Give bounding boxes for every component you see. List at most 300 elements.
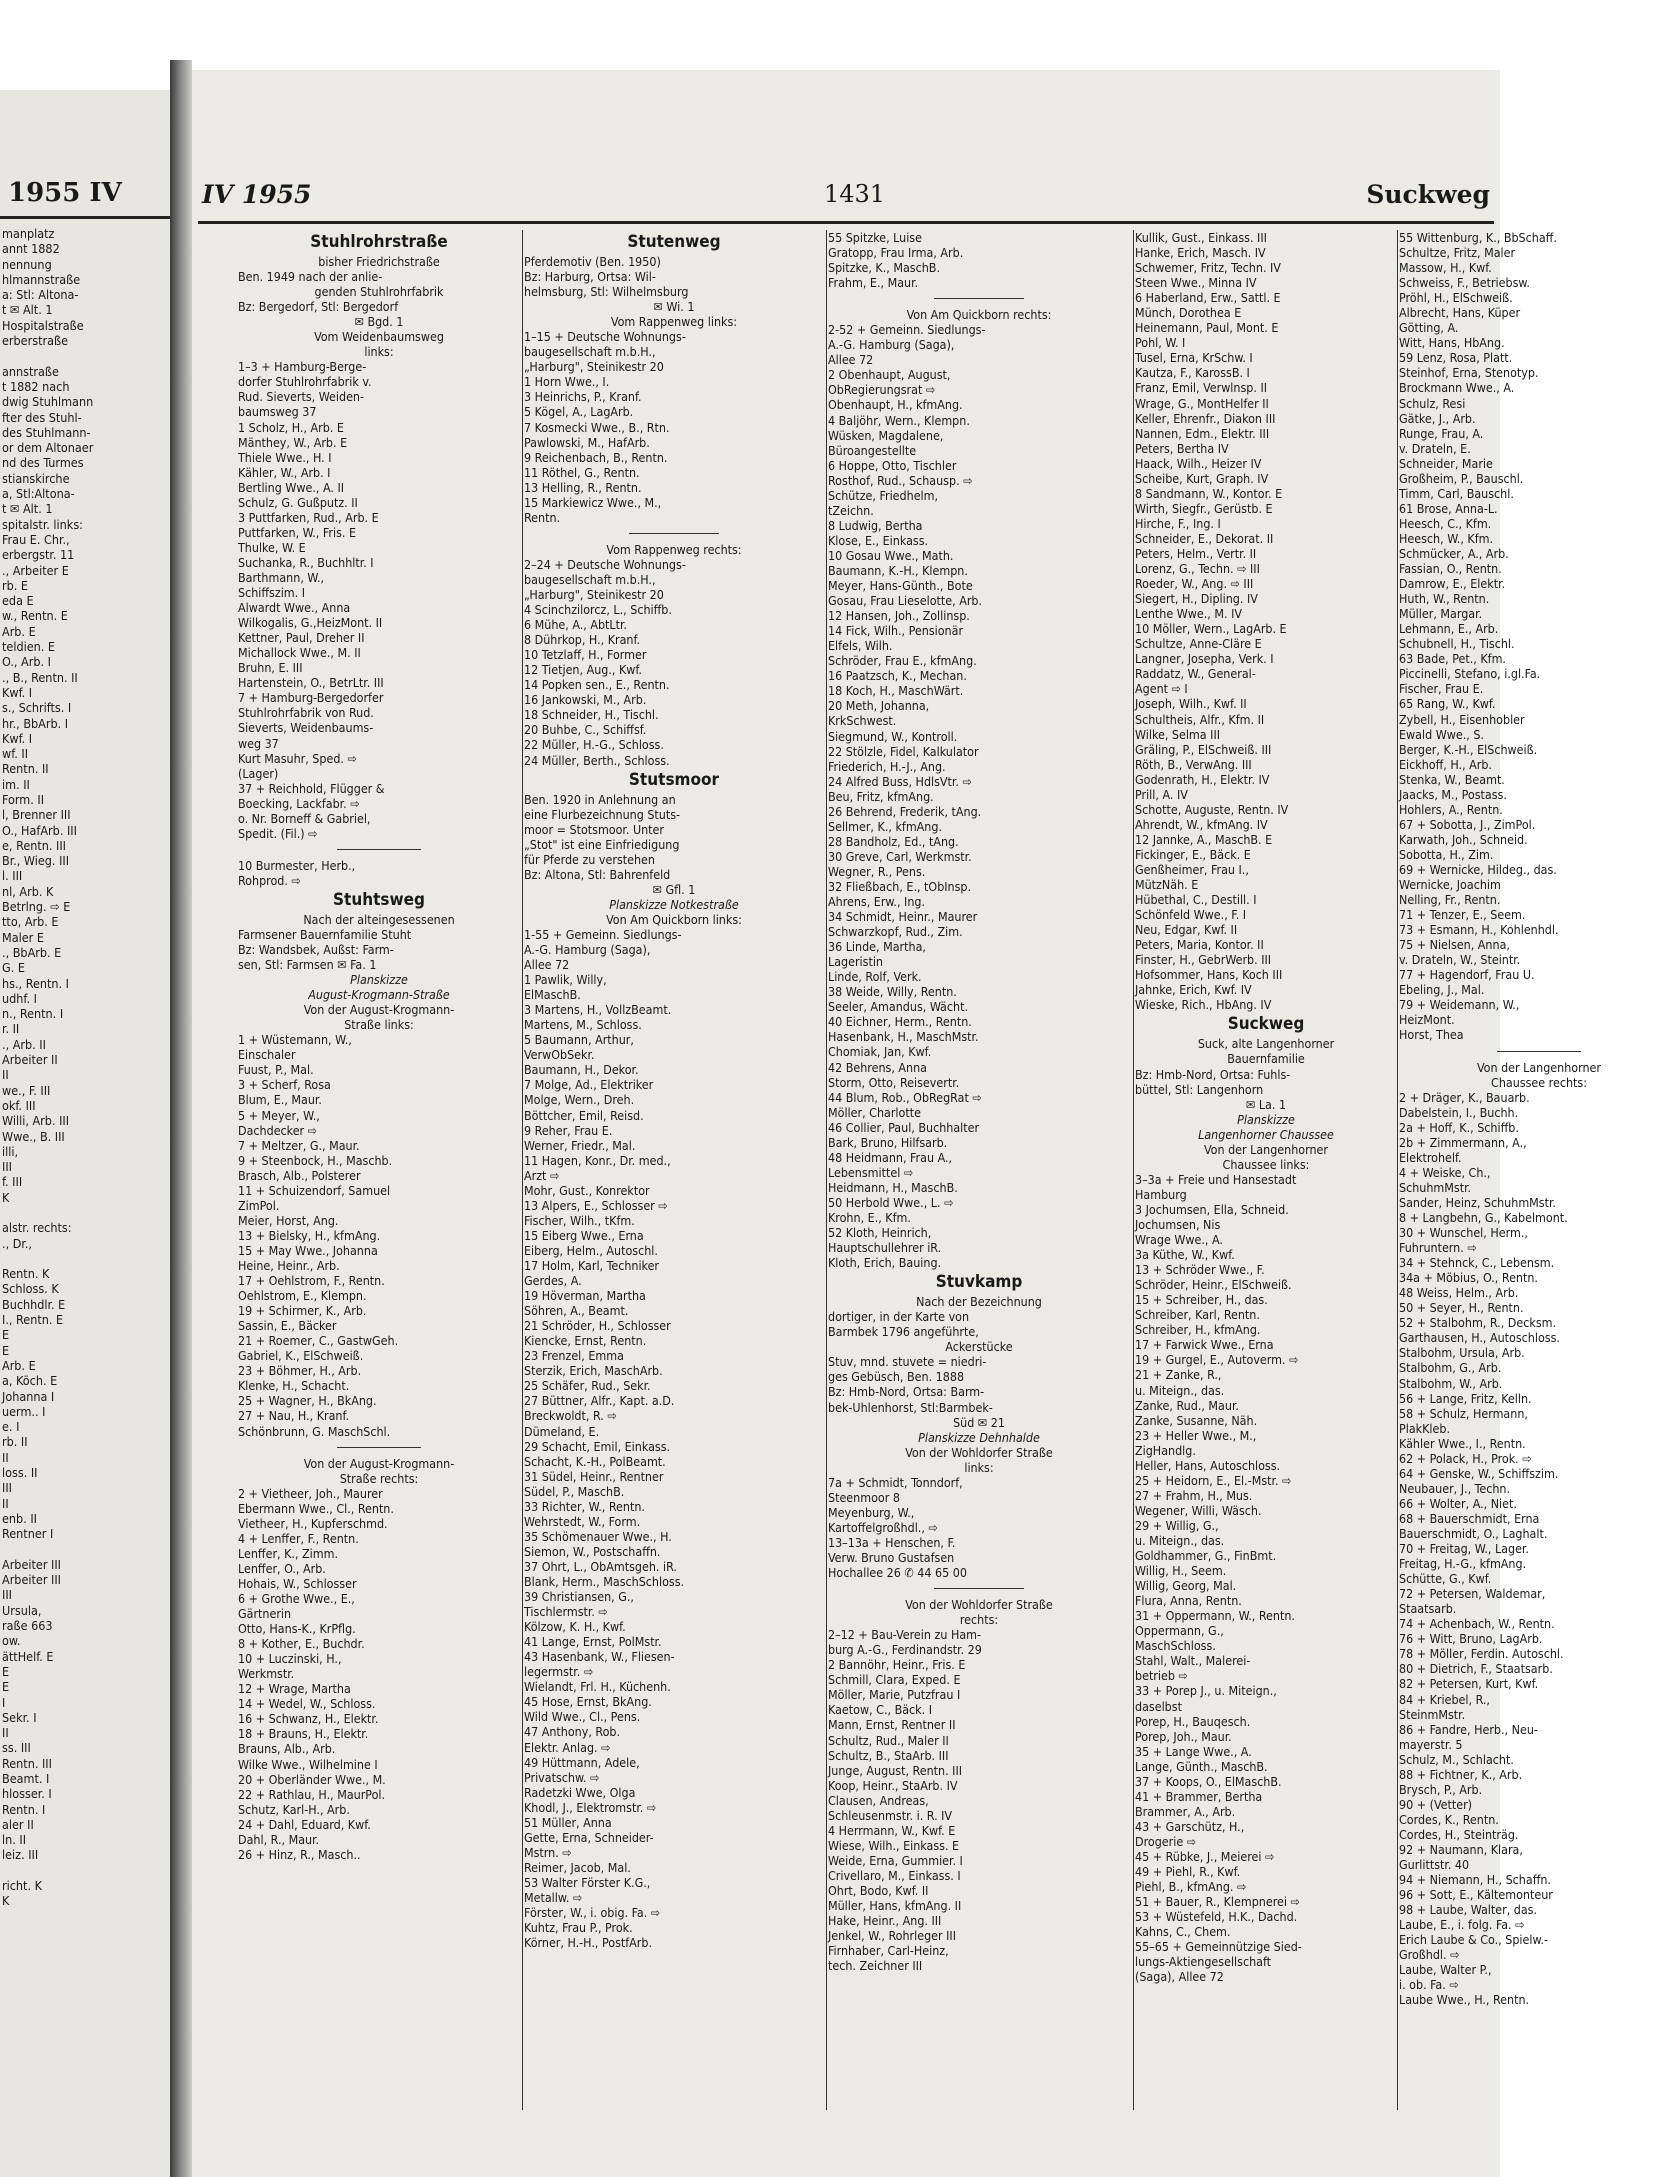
left-page-line: E (2, 1663, 10, 1679)
left-page-line: III (2, 1480, 12, 1496)
left-page-line: raße 663 (2, 1618, 53, 1634)
left-page-line: wf. II (2, 746, 29, 762)
street-note: Vom Rappenweg rechts: (606, 541, 742, 557)
directory-entry: 23 Frenzel, Emma (524, 1348, 624, 1364)
left-page-line: nennung (2, 256, 52, 272)
directory-entry: Sellmer, K., kfmAng. (828, 818, 942, 834)
left-page-line: Rentner I (2, 1526, 54, 1542)
separator (1497, 1051, 1581, 1052)
left-page-line (2, 1205, 168, 1220)
directory-entry: Großhdl. ⇨ (1399, 1947, 1460, 1963)
left-page-line: hs., Rentn. I (2, 975, 69, 991)
directory-entry: Hanke, Erich, Masch. IV (1135, 245, 1266, 261)
directory-entry: Mohr, Gust., Konrektor (524, 1182, 650, 1198)
directory-entry: Bertling Wwe., A. II (238, 479, 345, 495)
directory-entry: Wegner, R., Pens. (828, 863, 926, 879)
directory-entry: Schröder, Heinr., ElSchweiß. (1135, 1277, 1292, 1293)
directory-entry: 15 + Schreiber, H., das. (1135, 1292, 1268, 1308)
directory-entry: Hauptschullehrer iR. (828, 1240, 942, 1256)
street-note: Süd ✉ 21 (953, 1414, 1005, 1430)
directory-entry: Blank, Herm., MaschSchloss. (524, 1573, 685, 1589)
directory-entry: Meyer, Hans-Günth., Bote (828, 578, 973, 594)
directory-entry: 16 Jankowski, M., Arb. (524, 692, 647, 708)
directory-entry: 12 Tietjen, Aug., Kwf. (524, 662, 642, 678)
directory-entry: Steen Wwe., Minna IV (1135, 275, 1257, 291)
directory-entry: Wild Wwe., Cl., Pens. (524, 1709, 641, 1725)
directory-entry: Oppermann, G., (1135, 1623, 1224, 1639)
directory-entry: Schulz, G. Gußputz. II (238, 494, 358, 510)
left-page-line: richt. K (2, 1878, 42, 1894)
directory-entry: Werkmstr. (238, 1666, 295, 1682)
directory-entry: Scheibe, Kurt, Graph. IV (1135, 470, 1269, 486)
directory-entry: Garthausen, H., Autoschloss. (1399, 1330, 1560, 1346)
directory-entry: A.-G. Hamburg (Saga), (524, 942, 651, 958)
directory-entry: 3 Puttfarken, Rud., Arb. E (238, 509, 379, 525)
directory-entry: Einschaler (238, 1047, 296, 1063)
left-page-line: dwig Stuhlmann (2, 394, 94, 410)
left-page-line: Rentn. K (2, 1266, 50, 1282)
directory-entry: 2 + Dräger, K., Bauarb. (1399, 1089, 1530, 1105)
street-note: Straße rechts: (339, 1470, 419, 1486)
left-page-line: alstr. rechts: (2, 1220, 72, 1236)
directory-entry: Joseph, Wilh., Kwf. II (1135, 696, 1247, 712)
directory-entry: baugesellschaft m.b.H., (524, 571, 656, 587)
directory-entry: 6 Mühe, A., AbtLtr. (524, 617, 627, 633)
directory-entry: Neu, Edgar, Kwf. II (1135, 922, 1238, 938)
street-note: ✉ Bgd. 1 (354, 314, 404, 330)
directory-entry: 49 + Piehl, R., Kwf. (1135, 1864, 1241, 1880)
directory-entry: Gette, Erna, Schneider- (524, 1829, 654, 1845)
directory-entry: 20 Buhbe, C., Schiffsf. (524, 722, 647, 738)
street-note: genden Stuhlrohrfabrik (314, 284, 444, 300)
directory-entry: Pohl, W. I (1135, 335, 1186, 351)
directory-entry: 34 + Stehnck, C., Lebensm. (1399, 1255, 1555, 1271)
directory-entry: 2b + Zimmermann, A., (1399, 1134, 1527, 1150)
directory-entry: o. Nr. Borneff & Gabriel, (238, 810, 371, 826)
directory-entry: 15 Eiberg Wwe., Erna (524, 1227, 644, 1243)
directory-entry: Schotte, Auguste, Rentn. IV (1135, 801, 1289, 817)
directory-entry: Rentn. (524, 509, 561, 525)
directory-entry: 11 Hagen, Konr., Dr. med., (524, 1152, 671, 1168)
directory-entry: 1 + Wüstemann, W., (238, 1032, 352, 1048)
directory-entry: „Harburg", Steinikestr 20 (524, 359, 664, 375)
directory-entry: Reimer, Jacob, Mal. (524, 1859, 631, 1875)
directory-entry: Langner, Josepha, Verk. I (1135, 651, 1274, 667)
directory-entry: Brysch, P., Arb. (1399, 1781, 1483, 1797)
left-page-line: E (2, 1342, 10, 1358)
directory-entry: Crivellaro, M., Einkass. I (828, 1867, 961, 1883)
left-page-line: hlosser. I (2, 1786, 52, 1802)
left-page-line: w., Rentn. E (2, 608, 68, 624)
left-page-line: des Stuhlmann- (2, 424, 91, 440)
directory-entry: v. Drateln, E. (1399, 440, 1471, 456)
directory-entry: Stalbohm, G., Arb. (1399, 1360, 1502, 1376)
directory-entry: Klose, E., Einkass. (828, 532, 929, 548)
directory-entry: 2–24 + Deutsche Wohnungs- (524, 556, 686, 572)
directory-entry: Rosthof, Rud., Schausp. ⇨ (828, 472, 973, 488)
directory-entry: 74 + Achenbach, W., Rentn. (1399, 1616, 1555, 1632)
directory-entry: Pferdemotiv (Ben. 1950) (524, 254, 661, 269)
directory-entry: Karwath, Joh., Schneid. (1399, 831, 1528, 847)
left-page-line: s., Schrifts. I (2, 700, 72, 716)
left-page-line: t ✉ Alt. 1 (2, 501, 53, 517)
directory-entry: Kuhtz, Frau P., Prok. (524, 1920, 633, 1936)
directory-entry: Willig, Georg, Mal. (1135, 1578, 1237, 1594)
directory-entry: Kurt Masuhr, Sped. ⇨ (238, 750, 357, 766)
directory-entry: Schütze, Friedhelm, (828, 487, 939, 503)
directory-entry: Breckwoldt, R. ⇨ (524, 1408, 617, 1424)
directory-entry: tech. Zeichner III (828, 1958, 923, 1974)
directory-entry: 42 Behrens, Anna (828, 1059, 928, 1075)
directory-entry: 52 Kloth, Heinrich, (828, 1225, 932, 1241)
directory-entry: 2 + Vietheer, Joh., Maurer (238, 1485, 383, 1501)
directory-entry: 21 + Roemer, C., GastwGeh. (238, 1333, 399, 1349)
directory-entry: 11 + Schuizendorf, Samuel (238, 1182, 391, 1198)
left-page-line: or dem Altonaer (2, 440, 94, 456)
left-page-line: Hospitalstraße (2, 317, 84, 333)
directory-entry: Nannen, Edm., Elektr. III (1135, 425, 1270, 441)
directory-entry: Albrecht, Hans, Küper (1399, 305, 1521, 321)
directory-entry: Kähler, W., Arb. I (238, 464, 331, 480)
directory-entry: 1 Scholz, H., Arb. E (238, 419, 344, 435)
directory-entry: Steenmoor 8 (828, 1489, 900, 1505)
street-note: Straße links: (344, 1017, 414, 1033)
directory-entry: Lenffer, K., Zimm. (238, 1545, 339, 1561)
directory-entry: Bauerschmidt, O., Laghalt. (1399, 1525, 1548, 1541)
directory-entry: 12 Jannke, A., MaschB. E (1135, 831, 1273, 847)
left-page-line: Ursula, (2, 1602, 42, 1618)
directory-entry: Elektr. Anlag. ⇨ (524, 1739, 611, 1755)
directory-entry: 4 Herrmann, W., Kwf. E (828, 1822, 956, 1838)
left-page-line: nl, Arb. K (2, 883, 54, 899)
directory-entry: Wilkogalis, G.,HeizMont. II (238, 615, 383, 631)
directory-entry: 40 Eichner, Herm., Rentn. (828, 1014, 972, 1030)
directory-entry: 45 + Rübke, J., Meierei ⇨ (1135, 1848, 1275, 1864)
separator (337, 1447, 422, 1448)
directory-entry: 2-52 + Gemeinn. Siedlungs- (828, 322, 986, 338)
left-page-line: okf. III (2, 1097, 36, 1113)
directory-entry: 41 Lange, Ernst, PolMstr. (524, 1634, 662, 1650)
street-note: ✉ Wi. 1 (653, 299, 695, 315)
directory-entry: Stahl, Walt., Malerei- (1135, 1653, 1251, 1669)
page-street-header: Suckweg (1366, 180, 1490, 209)
left-page-line: we., F. III (2, 1082, 51, 1098)
directory-entry: HeizMont. (1399, 1012, 1455, 1028)
directory-entry: 14 Fick, Wilh., Pensionär (828, 623, 964, 639)
directory-entry: Spedit. (Fil.) ⇨ (238, 825, 318, 841)
directory-entry: Fassian, O., Rentn. (1399, 561, 1502, 577)
directory-entry: Cordes, H., Steinträg. (1399, 1826, 1519, 1842)
directory-entry: 3a Küthe, W., Kwf. (1135, 1247, 1235, 1263)
directory-entry: 65 Rang, W., Kwf. (1399, 696, 1496, 712)
directory-entry: Büroangestellte (828, 442, 917, 458)
directory-entry: Peters, Helm., Vertr. II (1135, 545, 1257, 561)
directory-entry: 3 Jochumsen, Ella, Schneid. (1135, 1201, 1289, 1217)
street-note: links: (964, 1459, 994, 1475)
directory-entry: 33 Richter, W., Rentn. (524, 1498, 645, 1514)
directory-entry: 20 + Oberländer Wwe., M. (238, 1771, 386, 1787)
directory-entry: 88 + Fichtner, K., Arb. (1399, 1766, 1523, 1782)
directory-entry: Zanke, Susanne, Näh. (1135, 1412, 1258, 1428)
directory-entry: Stuhlrohrfabrik von Rud. (238, 705, 374, 721)
directory-entry: Gosau, Frau Lieselotte, Arb. (828, 593, 983, 609)
directory-entry: 1 Horn Wwe., I. (524, 374, 610, 390)
directory-entry: 34 Schmidt, Heinr., Maurer (828, 909, 978, 925)
left-page-fragment (0, 90, 172, 2177)
directory-entry: i. ob. Fa. ⇨ (1399, 1977, 1459, 1993)
left-page-line: III (2, 1159, 12, 1175)
directory-entry: 96 + Sott, E., Kältemonteur (1399, 1887, 1553, 1903)
directory-entry: MützNäh. E (1135, 877, 1199, 893)
directory-entry: Arzt ⇨ (524, 1167, 560, 1183)
directory-entry: Witt, Hans, HbAng. (1399, 335, 1505, 351)
left-page-line: E (2, 1327, 10, 1343)
directory-entry: 55 Wittenburg, K., BbSchaff. (1399, 230, 1557, 245)
directory-entry: Barthmann, W., (238, 569, 325, 585)
directory-entry: 8 Sandmann, W., Kontor. E (1135, 485, 1283, 501)
directory-entry: 26 Behrend, Frederik, tAng. (828, 803, 982, 819)
street-note: Langenhorner Chaussee (1198, 1126, 1334, 1142)
directory-entry: Porep, H., Bauqesch. (1135, 1713, 1251, 1729)
directory-entry: 24 Müller, Berth., Schloss. (524, 752, 670, 768)
left-page-line: Wwe., B. III (2, 1128, 65, 1144)
directory-entry: 19 + Gurgel, E., Autoverm. ⇨ (1135, 1352, 1299, 1368)
column-2 (524, 230, 824, 1950)
directory-entry: Allee 72 (524, 957, 570, 973)
directory-entry: Martens, M., Schloss. (524, 1017, 642, 1033)
directory-entry: 31 Südel, Heinr., Rentner (524, 1468, 664, 1484)
directory-entry: 5 Kögel, A., LagArb. (524, 404, 634, 420)
directory-entry: u. Miteign., das. (1135, 1532, 1225, 1548)
directory-entry: Siemon, W., Postschaffn. (524, 1543, 661, 1559)
directory-entry: lungs-Aktiengesellschaft (1135, 1954, 1272, 1970)
directory-entry: Hohais, W., Schlosser (238, 1575, 357, 1591)
directory-entry: Jaacks, M., Postass. (1399, 786, 1507, 802)
directory-entry: Storm, Otto, Reisevertr. (828, 1074, 960, 1090)
directory-entry: büttel, Stl: Langenhorn (1135, 1081, 1264, 1097)
directory-entry: Hübethal, C., Destill. I (1135, 892, 1257, 908)
directory-entry: Werner, Friedr., Mal. (524, 1137, 636, 1153)
directory-entry: 4 Baljöhr, Wern., Klempn. (828, 412, 970, 428)
directory-entry: Sassin, E., Bäcker (238, 1318, 337, 1334)
directory-entry: 1-55 + Gemeinn. Siedlungs- (524, 926, 682, 942)
directory-entry: Bz: Bergedorf, Stl: Bergedorf (238, 299, 399, 315)
directory-entry: 1–3 + Hamburg-Berge- (238, 359, 367, 375)
directory-entry: Dahl, R., Maur. (238, 1831, 320, 1847)
directory-entry: Friederich, H.-J., Ang. (828, 758, 946, 774)
directory-entry: Südel, P., MaschB. (524, 1483, 625, 1499)
directory-entry: 30 Greve, Carl, Werkmstr. (828, 848, 972, 864)
directory-entry: 13 + Bielsky, H., kfmAng. (238, 1227, 381, 1243)
directory-entry: Eiberg, Helm., Autoschl. (524, 1242, 658, 1258)
directory-entry: 48 Weiss, Helm., Arb. (1399, 1285, 1519, 1301)
directory-entry: Wiese, Wilh., Einkass. E (828, 1837, 960, 1853)
directory-entry: dortiger, in der Karte von (828, 1309, 970, 1325)
column-5 (1399, 230, 1679, 2007)
header-rule (198, 221, 1494, 224)
left-page-line: erberstraße (2, 333, 69, 349)
directory-entry: 73 + Esmann, H., Kohlenhdl. (1399, 922, 1559, 938)
directory-entry: Verw. Bruno Gustafsen (828, 1549, 955, 1565)
left-page-line (2, 1863, 168, 1878)
directory-entry: Schneider, E., Dekorat. II (1135, 530, 1274, 546)
left-page-line: t 1882 nach (2, 378, 70, 394)
directory-entry: Lebensmittel ⇨ (828, 1164, 914, 1180)
directory-entry: u. Miteign., das. (1135, 1382, 1225, 1398)
directory-entry: 22 Müller, H.-G., Schloss. (524, 737, 664, 753)
directory-entry: 2 Bannöhr, Heinr., Fris. E (828, 1657, 966, 1673)
directory-entry: Pröhl, H., ElSchweiß. (1399, 290, 1513, 306)
directory-entry: 27 + Frahm, H., Mus. (1135, 1487, 1253, 1503)
left-page-line: Frau E. Chr., (2, 531, 70, 547)
directory-entry: Godenrath, H., Elektr. IV (1135, 771, 1270, 787)
directory-entry: Alwardt Wwe., Anna (238, 600, 351, 616)
left-page-line: Kwf. I (2, 730, 33, 746)
directory-entry: 17 + Farwick Wwe., Erna (1135, 1337, 1274, 1353)
directory-entry: 63 Bade, Pet., Kfm. (1399, 651, 1506, 667)
directory-entry: 7 + Hamburg-Bergedorfer (238, 690, 384, 706)
directory-entry: 66 + Wolter, A., Niet. (1399, 1495, 1517, 1511)
left-page-line: annstraße (2, 363, 59, 379)
left-page-line: a, Stl:Altona- (2, 486, 75, 502)
directory-entry: Lenffer, O., Arb. (238, 1560, 326, 1576)
directory-entry: Nelling, Fr., Rentn. (1399, 892, 1501, 908)
directory-entry: Laube Wwe., H., Rentn. (1399, 1992, 1530, 2008)
directory-entry: Wilke Wwe., Wilhelmine I (238, 1756, 378, 1772)
directory-entry: Oehlstrom, E., Klempn. (238, 1288, 367, 1304)
directory-entry: Heesch, W., Kfm. (1399, 530, 1494, 546)
directory-entry: Kölzow, K. H., Kwf. (524, 1619, 626, 1635)
directory-entry: 94 + Niemann, H., Schaffn. (1399, 1872, 1551, 1888)
directory-entry: Schönbrunn, G. MaschSchl. (238, 1423, 391, 1439)
left-page-line: II (2, 1449, 9, 1465)
left-page-line: rb. II (2, 1434, 28, 1450)
directory-entry: Müller, Margar. (1399, 606, 1483, 622)
directory-entry: Röth, B., VerwAng. III (1135, 756, 1252, 772)
left-page-line: rb. E (2, 577, 29, 593)
directory-entry: Gätke, J., Arb. (1399, 410, 1476, 426)
directory-entry: Müller, Hans, kfmAng. II (828, 1898, 962, 1914)
directory-entry: A.-G. Hamburg (Saga), (828, 337, 955, 353)
left-page-line: r. II (2, 1021, 20, 1037)
directory-entry: Peters, Bertha IV (1135, 440, 1229, 456)
street-note: Von der Langenhorner (1476, 1059, 1601, 1075)
street-note: Nach der Bezeichnung (916, 1294, 1042, 1310)
directory-entry: PlakKleb. (1399, 1420, 1450, 1436)
directory-entry: Chomiak, Jan, Kwf. (828, 1044, 932, 1060)
directory-entry: ZimPol. (238, 1197, 280, 1213)
directory-entry: Roeder, W., Ang. ⇨ III (1135, 576, 1254, 592)
directory-entry: 15 + May Wwe., Johanna (238, 1242, 378, 1258)
directory-entry: v. Drateln, W., Steintr. (1399, 952, 1521, 968)
left-page-line: Willi, Arb. III (2, 1113, 70, 1129)
directory-entry: Steinhof, Erna, Stenotyp. (1399, 365, 1539, 381)
directory-entry: 58 + Schulz, Hermann, (1399, 1405, 1528, 1421)
directory-entry: 37 Ohrt, L., ObAmtsgeh. iR. (524, 1558, 677, 1574)
directory-entry: ges Gebüsch, Ben. 1888 (828, 1369, 965, 1385)
directory-entry: Lenthe Wwe., M. IV (1135, 606, 1242, 622)
directory-entry: 25 + Heidorn, E., El.-Mstr. ⇨ (1135, 1472, 1292, 1488)
directory-entry: Lange, Günth., MaschB. (1135, 1758, 1268, 1774)
directory-entry: 67 + Sobotta, J., ZimPol. (1399, 816, 1536, 832)
directory-entry: 14 + Wedel, W., Schloss. (238, 1696, 376, 1712)
directory-entry: Brasch, Alb., Polsterer (238, 1167, 361, 1183)
directory-entry: burg A.-G., Ferdinandstr. 29 (828, 1642, 982, 1658)
directory-entry: Schneider, Marie (1399, 455, 1493, 471)
directory-entry: Förster, W., i. obig. Fa. ⇨ (524, 1905, 661, 1921)
directory-entry: 25 Schäfer, Rud., Sekr. (524, 1378, 651, 1394)
directory-entry: 7 Molge, Ad., Elektriker (524, 1077, 654, 1093)
directory-entry: eine Flurbezeichnung Stuts- (524, 806, 681, 822)
directory-entry: 21 + Zanke, R., (1135, 1367, 1222, 1383)
directory-entry: Ohrt, Bodo, Kwf. II (828, 1882, 929, 1898)
directory-entry: 24 + Dahl, Eduard, Kwf. (238, 1816, 371, 1832)
directory-entry: Schreiber, H., kfmAng. (1135, 1322, 1261, 1338)
directory-entry: 71 + Tenzer, E., Seem. (1399, 907, 1526, 923)
directory-entry: 90 + (Vetter) (1399, 1796, 1472, 1812)
directory-entry: 48 Heidmann, Frau A., (828, 1149, 953, 1165)
directory-entry: Kettner, Paul, Dreher II (238, 630, 365, 646)
directory-entry: ObRegierungsrat ⇨ (828, 382, 936, 398)
directory-entry: Laube, E., i. folg. Fa. ⇨ (1399, 1917, 1525, 1933)
directory-entry: 29 Schacht, Emil, Einkass. (524, 1438, 671, 1454)
left-page-column (2, 226, 168, 1909)
directory-entry: KrkSchwest. (828, 713, 897, 729)
directory-entry: Dabelstein, I., Buchh. (1399, 1104, 1519, 1120)
directory-entry: 27 + Nau, H., Kranf. (238, 1408, 350, 1424)
directory-entry: Hartenstein, O., BetrLtr. III (238, 675, 384, 691)
directory-entry: Jochumsen, Nis (1135, 1217, 1221, 1232)
directory-entry: Möller, Marie, Putzfrau I (828, 1687, 961, 1703)
directory-entry: 4 Scinchzilorcz, L., Schiffb. (524, 602, 672, 618)
directory-entry: 61 Brose, Anna-L. (1399, 500, 1498, 516)
directory-entry: Fickinger, E., Bäck. E (1135, 846, 1251, 862)
directory-entry: Seeler, Amandus, Wächt. (828, 999, 968, 1015)
directory-entry: 22 Stölzle, Fidel, Kalkulator (828, 743, 979, 759)
directory-entry: 34a + Möbius, O., Rentn. (1399, 1270, 1538, 1286)
left-page-line: ow. (2, 1633, 21, 1649)
directory-entry: 3 Heinrichs, P., Kranf. (524, 389, 642, 405)
street-note: links: (364, 344, 394, 360)
left-page-line: aler II (2, 1816, 34, 1832)
directory-entry: Baumann, K.-H., Klempn. (828, 562, 968, 578)
left-page-line: eda E (2, 593, 34, 609)
directory-entry: 50 + Seyer, H., Rentn. (1399, 1300, 1524, 1316)
directory-entry: 1–15 + Deutsche Wohnungs- (524, 329, 686, 345)
directory-entry: Fuhruntern. ⇨ (1399, 1240, 1477, 1256)
directory-entry: Stalbohm, W., Arb. (1399, 1375, 1503, 1391)
directory-entry: Schultze, Anne-Cläre E (1135, 636, 1262, 652)
left-page-line: f. III (2, 1174, 23, 1190)
directory-entry: 25 + Wagner, H., BkAng. (238, 1393, 377, 1409)
left-page-line: Kwf. I (2, 684, 33, 700)
left-page-line: erbergstr. 11 (2, 547, 75, 563)
left-page-line: Maler E (2, 929, 44, 945)
directory-entry: Elfels, Wilh. (828, 638, 893, 654)
directory-entry: baugesellschaft m.b.H., (524, 344, 656, 360)
column-4 (1135, 230, 1397, 1984)
directory-entry: Koop, Heinr., StaArb. IV (828, 1777, 958, 1793)
directory-entry: Siegmund, W., Kontroll. (828, 728, 958, 744)
street-note: Von der August-Krogmann- (303, 1002, 455, 1018)
street-note: Chaussee links: (1222, 1156, 1310, 1172)
left-page-line: l. III (2, 868, 23, 884)
column-1 (238, 230, 520, 1862)
directory-entry: Götting, A. (1399, 320, 1459, 336)
directory-entry: Siegert, H., Dipling. IV (1135, 591, 1258, 607)
directory-entry: Freitag, H.-G., kfmAng. (1399, 1556, 1527, 1572)
directory-entry: Agent ⇨ I (1135, 681, 1188, 697)
